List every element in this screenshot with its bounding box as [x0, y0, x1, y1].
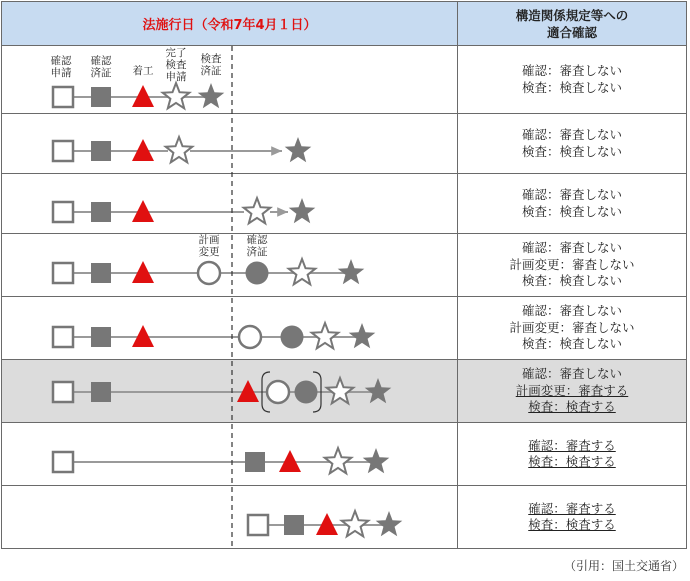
rule-kakunin: 確認：審査する: [528, 500, 616, 516]
rule-kensa: 検査：検査しない: [521, 143, 622, 159]
rule-kakunin: 確認：審査しない: [521, 240, 622, 256]
case-row-2: [2, 114, 687, 174]
rules-cell: [458, 114, 687, 174]
label-kakunin-zumisho-2: 確認済証: [246, 234, 268, 258]
rule-kensa: 検査：検査する: [528, 399, 616, 415]
comparison-table: [1, 1, 687, 549]
label-kanryo-kensa-shinsei: 完了検査申請: [165, 47, 187, 83]
label-kakunin-shinsei: 確認申請: [50, 55, 72, 79]
label-chakko: 着工: [132, 65, 154, 77]
label-kensa-zumisho: 検査済証: [200, 53, 222, 77]
timeline-cell: [2, 423, 458, 486]
rule-kensa: 検査：検査する: [528, 517, 616, 532]
rule-kakunin: 確認：審査しない: [521, 127, 622, 142]
rule-keikaku-henko: 計画変更：審査する: [515, 382, 629, 398]
case-row-3: [2, 174, 687, 234]
conformity-header-line1: 構造関係規定等への: [515, 7, 629, 23]
timeline-cell: [2, 360, 458, 423]
case-row-8: [2, 486, 687, 549]
label-keikaku-henko: 計画変更: [198, 234, 220, 258]
source-citation: （引用：国土交通省）: [563, 559, 684, 573]
case-row-4: [2, 234, 687, 297]
rules-cell: [458, 234, 687, 297]
rules-cell: [458, 174, 687, 234]
timeline-cell: [2, 46, 458, 114]
label-kakunin-zumisho: 確認済証: [90, 55, 112, 79]
conformity-check-header: [458, 2, 687, 46]
rule-kensa: 検査：検査しない: [521, 336, 622, 352]
rule-kensa: 検査：検査しない: [521, 273, 622, 289]
header-row: [2, 2, 687, 46]
rule-keikaku-henko: 計画変更：審査しない: [509, 256, 635, 272]
rules-cell: [458, 360, 687, 423]
rule-kakunin: 確認：審査しない: [521, 366, 622, 382]
rules-cell: [458, 297, 687, 360]
conformity-header-line2: 適合確認: [546, 24, 597, 40]
rule-kensa: 検査：検査しない: [521, 203, 622, 219]
rule-kakunin: 確認：審査しない: [521, 303, 622, 319]
enforcement-date-header: 法施行日（令和7年4月１日）: [2, 2, 458, 46]
case-row-6: [2, 360, 687, 423]
rules-cell: [458, 486, 687, 549]
case-row-5: [2, 297, 687, 360]
timeline-cell: [2, 234, 458, 297]
rules-cell: [458, 423, 687, 486]
rule-kakunin: 確認：審査しない: [521, 63, 622, 78]
timeline-cell: [2, 114, 458, 174]
rule-keikaku-henko: 計画変更：審査しない: [509, 319, 635, 335]
rule-kakunin: 確認：審査する: [528, 437, 616, 453]
case-row-1: [2, 46, 687, 114]
rule-kensa: 検査：検査する: [528, 454, 616, 469]
case-row-7: [2, 423, 687, 486]
timeline-cell: [2, 297, 458, 360]
rules-cell: [458, 46, 687, 114]
rule-kakunin: 確認：審査しない: [521, 187, 622, 202]
rule-kensa: 検査：検査しない: [521, 79, 622, 95]
timeline-cell: [2, 486, 458, 549]
timeline-cell: [2, 174, 458, 234]
